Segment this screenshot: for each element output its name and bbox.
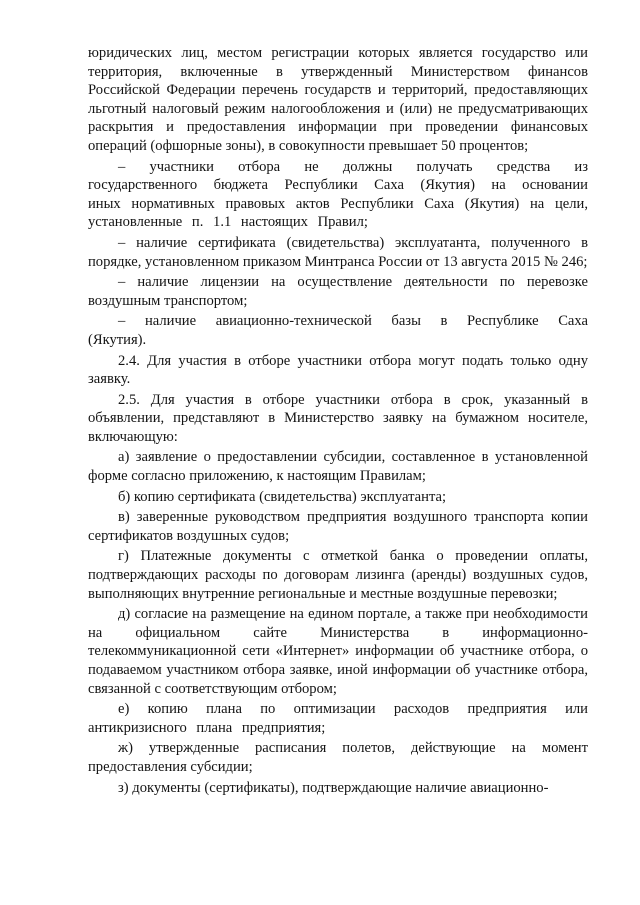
list-item-b: б) копию сертификата (свидетельства) эксплуатанта; bbox=[118, 488, 447, 505]
list-item-d: д) согласие на размещение на едином портале, а также при необходимости на официальном сайте Министерства в информационно-телекоммуникационной сети «Интернет» информации об участнике отбора, о подаваемом участником отбора заявке, иной информации об участнике отбора, связанной с соответствующим отбором; bbox=[88, 606, 588, 697]
list-item-g: г) Платежные документы с отметкой банка о проведении оплаты, подтверждающих расходы по договорам лизинга (аренды) воздушных судов, выполняющих внутренние региональные и местные воздушные перевозки; bbox=[88, 548, 588, 602]
list-item-e: е) копию плана по оптимизации расходов предприятия или антикризисного плана предприятия; bbox=[88, 701, 588, 736]
paragraph-technical-base: – наличие авиационно-технической базы в Республике Саха (Якутия). bbox=[88, 313, 588, 348]
document-page bbox=[88, 44, 588, 799]
paragraph-operator-certificate: – наличие сертификата (свидетельства) эксплуатанта, полученного в порядке, установленном приказом Минтранса России от 13 августа 2015 № 246; bbox=[88, 234, 588, 270]
paragraph-offshore-clause: юридических лиц, местом регистрации которых является государство или территория, включенные в утвержденный Министерством финансов Российской Федерации перечень государств и территорий, предоставляющих льготный налоговый режим налогообложения и (или) не предусматривающих раскрытия и предоставления информации при проведении финансовых операций (офшорные зоны), в совокупности превышает 50 процентов; bbox=[88, 45, 588, 154]
paragraph-2-5: 2.5. Для участия в отборе участники отбора в срок, указанный в объявлении, представляют в Министерство заявку на бумажном носителе, включающую: bbox=[88, 391, 588, 445]
paragraph-license: – наличие лицензии на осуществление деятельности по перевозке воздушным транспортом; bbox=[88, 274, 588, 309]
paragraph-2-4: 2.4. Для участия в отборе участники отбора могут подать только одну заявку. bbox=[88, 352, 588, 388]
list-item-v: в) заверенные руководством предприятия воздушного транспорта копии сертификатов воздушных судов; bbox=[88, 509, 588, 544]
list-item-z: з) документы (сертификаты), подтверждающие наличие авиационно- bbox=[118, 779, 549, 796]
list-item-zh: ж) утвержденные расписания полетов, действующие на момент предоставления субсидии; bbox=[88, 740, 588, 775]
list-item-a: а) заявление о предоставлении субсидии, составленное в установленной форме согласно приложению, к настоящим Правилам; bbox=[88, 449, 588, 485]
paragraph-no-budget-funds: – участники отбора не должны получать средства из государственного бюджета Республики Саха (Якутия) на основании иных нормативных правовых актов Республики Саха (Якутия) на цели, установленные п. 1.1 настоящих Правил; bbox=[88, 158, 588, 231]
